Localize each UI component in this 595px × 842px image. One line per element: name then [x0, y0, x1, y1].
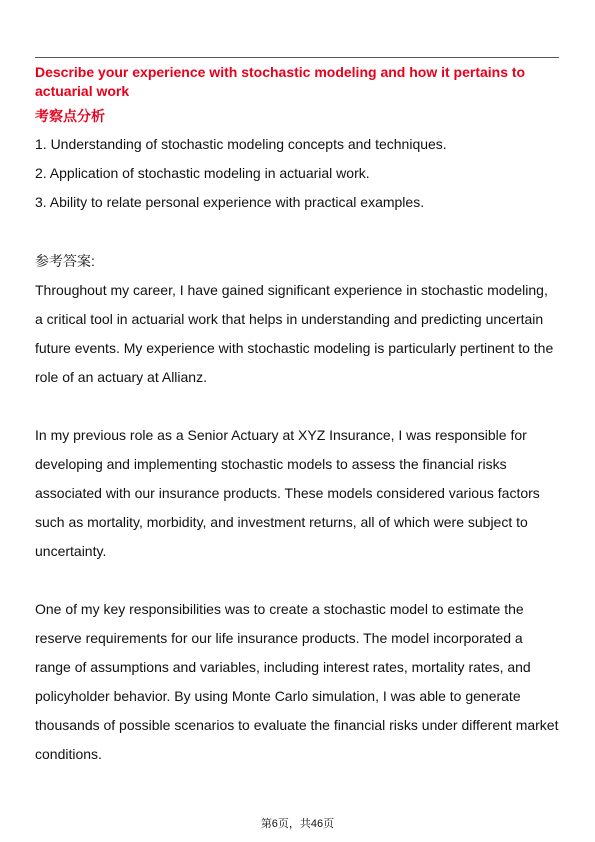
question-title: Describe your experience with stochastic modeling and how it pertains to actuarial work [35, 64, 526, 99]
analysis-point: 3. Ability to relate personal experience with practical examples. [35, 194, 425, 210]
page-content [35, 63, 559, 798]
analysis-label: 考察点分析 [35, 108, 105, 124]
analysis-point: 2. Application of stochastic modeling in actuarial work. [35, 165, 370, 181]
answer-label: 参考答案: [35, 253, 95, 269]
page-number: 第6页，共46页 [260, 818, 335, 830]
answer-paragraph: One of my key responsibilities was to create a stochastic model to estimate the reserve requirements for our life insurance products. The model incorporated a range of assumptions and variables, including interest rates, mortality rates, and policyholder behavior. By using Monte Carlo simulation, I was able to generate thousands of possible scenarios to evaluate the financial risks under different market conditions. [35, 601, 559, 762]
answer-paragraph: In my previous role as a Senior Actuary at XYZ Insurance, I was responsible for developing and implementing stochastic models to assess the financial risks associated with our insurance products. These models considered various factors such as mortality, morbidity, and investment returns, all of which were subject to uncertainty. [35, 427, 540, 559]
analysis-point: 1. Understanding of stochastic modeling concepts and techniques. [35, 136, 447, 152]
answer-paragraph: Throughout my career, I have gained significant experience in stochastic modeling, a critical tool in actuarial work that helps in understanding and predicting uncertain future events. My experience with stochastic modeling is particularly pertinent to the role of an actuary at Allianz. [35, 282, 554, 385]
header-divider [35, 57, 559, 58]
analysis-points [35, 130, 559, 217]
